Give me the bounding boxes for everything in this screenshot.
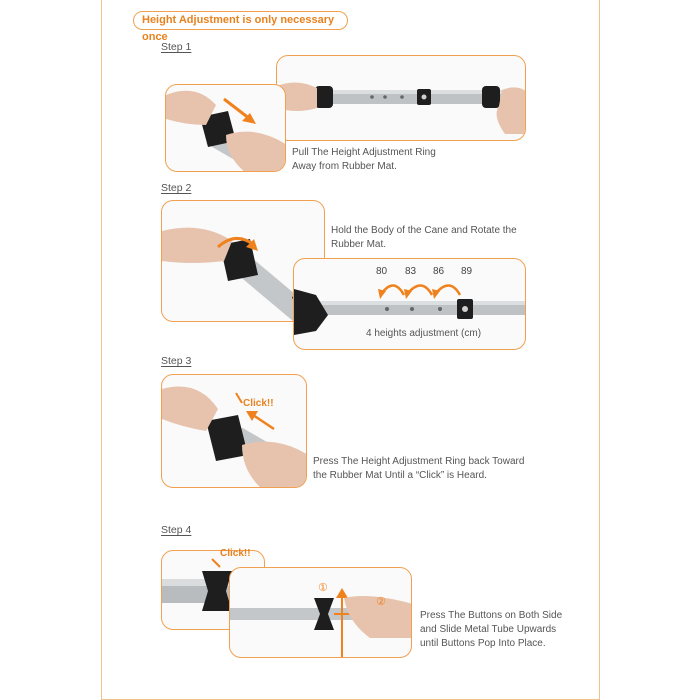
step-3-caption-line-1: Press The Height Adjustment Ring back Toward bbox=[313, 456, 525, 467]
step-3-hand-image bbox=[161, 374, 307, 488]
header-title: Height Adjustment is only necessary once bbox=[133, 11, 348, 30]
step-4-marker-1: ① bbox=[318, 582, 328, 594]
height-83: 83 bbox=[405, 266, 417, 277]
step-3-caption-line-2: the Rubber Mat Until a “Click” is Heard. bbox=[313, 470, 487, 481]
step-4-label: Step 4 bbox=[161, 524, 192, 536]
step-1-hand-image bbox=[165, 84, 286, 172]
step-4-caption bbox=[420, 609, 562, 651]
step-1-caption-line-1: Pull The Height Adjustment Ring bbox=[292, 147, 436, 158]
height-86: 86 bbox=[433, 266, 445, 277]
step-2-caption-line-1: Hold the Body of the Cane and Rotate the bbox=[331, 225, 517, 236]
step-4-caption-line-3: until Buttons Pop Into Place. bbox=[420, 638, 546, 649]
step-2-caption-line-2: Rubber Mat. bbox=[331, 239, 387, 250]
step-1-tube-image bbox=[276, 55, 526, 141]
step-1-caption bbox=[292, 146, 436, 174]
step-4-caption-line-2: and Slide Metal Tube Upwards bbox=[420, 624, 557, 635]
step-4-click-text: Click!! bbox=[220, 548, 251, 559]
heights-caption: 4 heights adjustment (cm) bbox=[366, 328, 482, 339]
step-2-caption bbox=[331, 224, 517, 252]
step-1-caption-line-2: Away from Rubber Mat. bbox=[292, 161, 397, 172]
step-4-marker-2: ② bbox=[376, 596, 386, 608]
step-3-click-text: Click!! bbox=[243, 398, 274, 409]
height-80: 80 bbox=[376, 266, 388, 277]
step-2-label: Step 2 bbox=[161, 182, 192, 194]
step-1-label: Step 1 bbox=[161, 41, 192, 53]
height-89: 89 bbox=[461, 266, 473, 277]
step-3-caption bbox=[313, 455, 524, 483]
step-3-label: Step 3 bbox=[161, 355, 192, 367]
step-4-caption-line-1: Press The Buttons on Both Side bbox=[420, 610, 563, 621]
